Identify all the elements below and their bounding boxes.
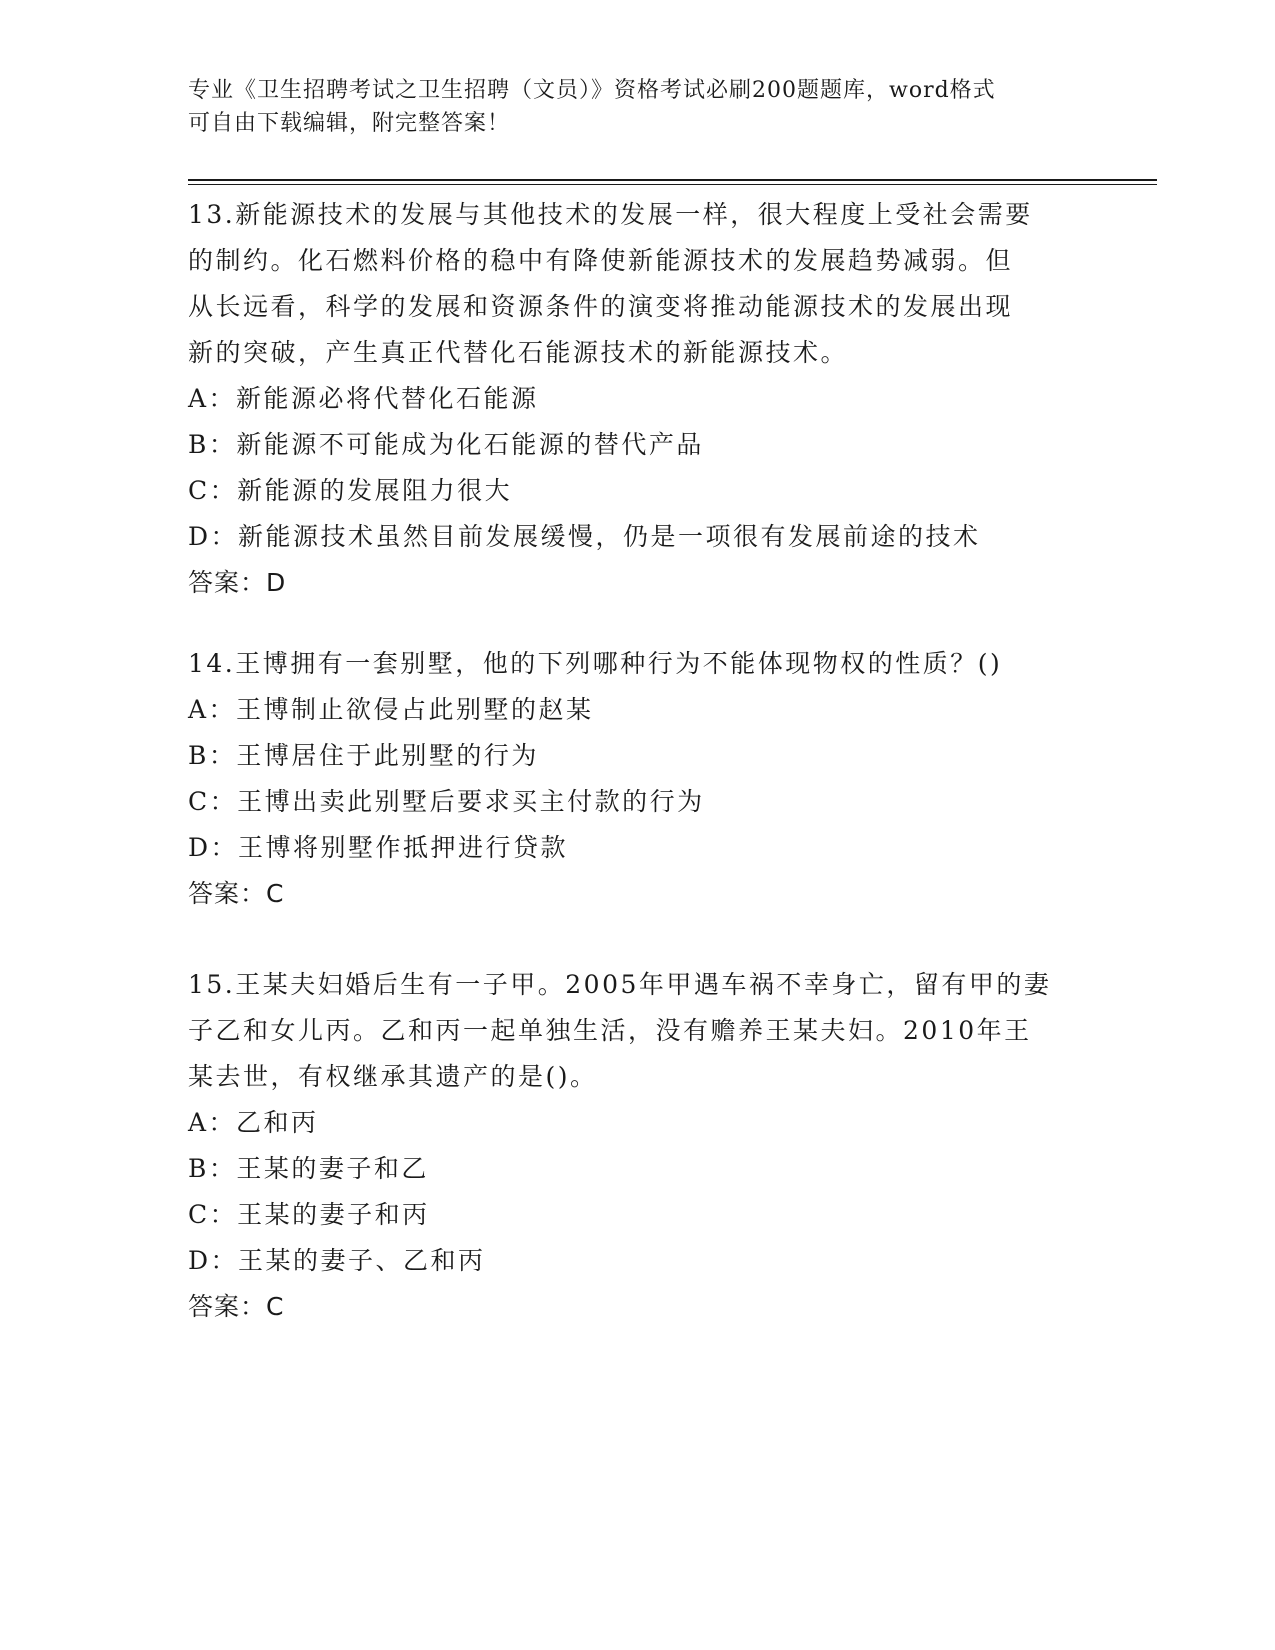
- option-c: C：王某的妻子和丙: [188, 1200, 430, 1229]
- answer: 答案：C: [188, 1292, 285, 1321]
- answer: 答案：C: [188, 879, 285, 908]
- header-line-2: 可自由下载编辑，附完整答案！: [188, 111, 511, 136]
- option-a: A：新能源必将代替化石能源: [188, 384, 539, 413]
- question-stem-line: 14.王博拥有一套别墅，他的下列哪种行为不能体现物权的性质？(): [188, 649, 1003, 678]
- option-b: B：王某的妻子和乙: [188, 1154, 429, 1183]
- option-d: D：王博将别墅作抵押进行贷款: [188, 833, 569, 862]
- option-c: C：新能源的发展阻力很大: [188, 476, 513, 505]
- question-15: [188, 962, 1088, 1330]
- option-b: B：王博居住于此别墅的行为: [188, 741, 539, 770]
- question-stem-line: 的制约。化石燃料价格的稳中有降使新能源技术的发展趋势减弱。但: [188, 246, 1014, 275]
- question-stem-line: 新的突破，产生真正代替化石能源技术的新能源技术。: [188, 338, 849, 367]
- option-b: B：新能源不可能成为化石能源的替代产品: [188, 430, 704, 459]
- option-d: D：新能源技术虽然目前发展缓慢，仍是一项很有发展前途的技术: [188, 522, 981, 551]
- option-d: D：王某的妻子、乙和丙: [188, 1246, 486, 1275]
- question-13: [188, 192, 1088, 606]
- answer: 答案：D: [188, 568, 287, 597]
- header-divider-thin: [188, 184, 1157, 185]
- document-header: [188, 74, 1088, 140]
- option-a: A：乙和丙: [188, 1108, 319, 1137]
- question-stem-line: 某去世，有权继承其遗产的是()。: [188, 1062, 598, 1091]
- header-line-1: 专业《卫生招聘考试之卫生招聘（文员）》资格考试必刷200题题库，word格式: [188, 78, 996, 103]
- header-divider-thick: [188, 179, 1157, 181]
- question-stem-line: 15.王某夫妇婚后生有一子甲。2005年甲遇车祸不幸身亡，留有甲的妻: [188, 970, 1052, 999]
- option-c: C：王博出卖此别墅后要求买主付款的行为: [188, 787, 705, 816]
- question-stem-line: 从长远看，科学的发展和资源条件的演变将推动能源技术的发展出现: [188, 292, 1014, 321]
- question-14: [188, 641, 1088, 917]
- question-stem-line: 子乙和女儿丙。乙和丙一起单独生活，没有赡养王某夫妇。2010年王: [188, 1016, 1032, 1045]
- question-stem-line: 13.新能源技术的发展与其他技术的发展一样，很大程度上受社会需要: [188, 200, 1033, 229]
- option-a: A：王博制止欲侵占此别墅的赵某: [188, 695, 594, 724]
